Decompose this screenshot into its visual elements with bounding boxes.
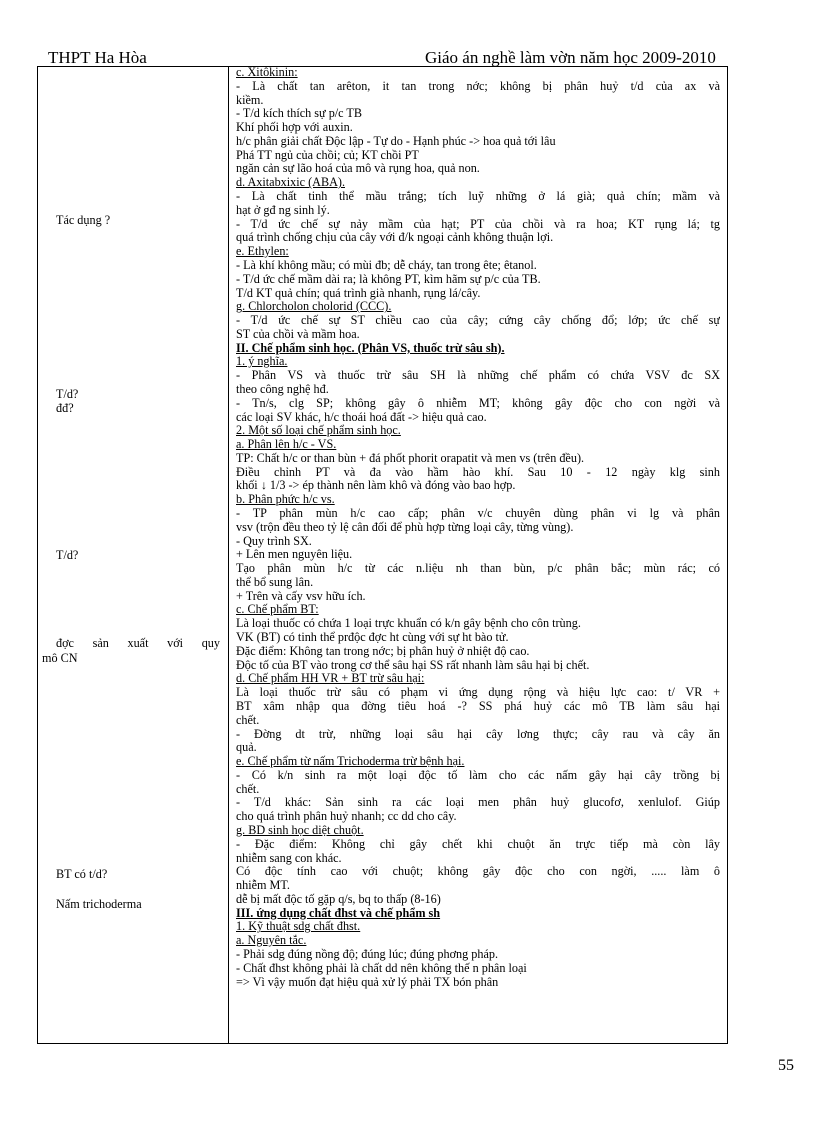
text-line: - T/d ức chế mầm dài ra; là không PT, kìm hãm sự p/c của TB. bbox=[236, 272, 541, 286]
text-line: 1. Kỹ thuật sdg chất đhst. bbox=[236, 920, 361, 934]
text-line: dễ bị mất độc tố gặp q/s, bq to thấp (8-16) bbox=[236, 892, 441, 906]
text-line: BT xâm nhập qua đờng tiêu hoá -? SS phá huỷ các mô TB làm sâu hại bbox=[236, 699, 720, 713]
text-line: chết. bbox=[236, 713, 260, 727]
text-line: c. Chế phẩm BT: bbox=[236, 603, 319, 617]
left-note-quy-mo-2: mô CN bbox=[42, 651, 78, 665]
left-note-tac-dung: Tác dụng ? bbox=[56, 213, 111, 227]
text-line: TP: Chất h/c or than bùn + đá phốt phorit orapatit và men vs (trên đều). bbox=[236, 451, 585, 465]
text-line: - Là khí không mầu; có mùi đb; dễ cháy, tan trong ête; êtanol. bbox=[236, 258, 537, 272]
header-title: Giáo án nghề làm vờn năm học 2009-2010 bbox=[425, 48, 716, 67]
text-line: Là loại thuốc có chứa 1 loại trực khuẩn có k/n gây bệnh cho côn trùng. bbox=[236, 617, 581, 631]
text-line: ngăn cản sự lão hoá của mô và rụng hoa, quả non. bbox=[236, 162, 480, 176]
text-line: vsv (trộn đều theo tỷ lệ cân đối để phù hợp từng loại cây, từng vùng). bbox=[236, 520, 574, 534]
text-line: 2. Một số loại chế phẩm sinh học. bbox=[236, 424, 401, 438]
text-line: + Trên và cấy vsv hữu ích. bbox=[236, 589, 366, 603]
text-line: thể bổ sung lân. bbox=[236, 575, 314, 589]
text-line: - T/d khác: Sản sinh ra các loại men phân huỷ glucofơ, xenlulof. Giúp bbox=[236, 796, 720, 810]
text-line: - Phải sdg đúng nồng độ; đúng lúc; đúng phơng pháp. bbox=[236, 948, 499, 961]
text-line: - Là chất tinh thể mầu trắng; tích luỹ những ở lá già; quả chín; mầm và bbox=[236, 190, 720, 204]
text-line: 1. ý nghĩa. bbox=[236, 355, 288, 369]
left-note-dd: đđ? bbox=[56, 401, 74, 415]
text-line: - T/d ức chế sự ST chiều cao của cây; cứng cây chống đổ; lớp; ức chế sự bbox=[236, 314, 720, 328]
text-line: - Đờng dt trừ, những loại sâu hại cây lơng thực; cây rau và cây ăn bbox=[236, 727, 720, 741]
text-line: Độc tố của BT vào trong cơ thể sâu hại SS rất nhanh làm sâu hại bị chết. bbox=[236, 658, 590, 672]
text-line: quả. bbox=[236, 741, 257, 755]
text-line: nhiễm sang con khác. bbox=[236, 851, 342, 865]
text-line: T/d KT quả chín; quá trình già nhanh, rụng lá/cây. bbox=[236, 286, 481, 300]
left-note-td-1: T/d? bbox=[56, 387, 79, 401]
text-line: VK (BT) có tinh thể prđộc đợc ht cùng với sự ht bào tử. bbox=[236, 631, 509, 645]
text-line: Đặc điểm: Không tan trong nớc; bị phân huỷ ở nhiệt độ cao. bbox=[236, 644, 530, 658]
text-line: theo công nghệ hđ. bbox=[236, 382, 329, 396]
left-note-trichoderma: Nấm trichoderma bbox=[56, 897, 142, 911]
text-line: khối ↓ 1/3 -> ép thành nên làm khô và đóng vào bao hợp. bbox=[236, 479, 516, 493]
text-line: g. Chlorcholon cholorid (CCC). bbox=[236, 300, 392, 314]
text-line: Điều chỉnh PT và đa vào hầm hào khí. Sau 10 - 12 ngày klg sinh bbox=[236, 465, 720, 479]
text-line: - Có k/n sinh ra một loại độc tố làm cho các nấm gây hại cây trồng bị bbox=[236, 768, 720, 782]
text-line: e. Chế phẩm từ nấm Trichoderma trừ bệnh hại. bbox=[236, 755, 465, 769]
text-line: a. Phân lên h/c - VS. bbox=[236, 438, 337, 452]
left-note-td-2: T/d? bbox=[56, 548, 79, 562]
text-line: hạt ở gđ ng sinh lý. bbox=[236, 203, 330, 217]
text-line: Khí phối hợp với auxin. bbox=[236, 121, 353, 135]
text-line: - Là chất tan arêton, it tan trong nớc; không bị phân huỷ t/d của ax và bbox=[236, 79, 720, 93]
text-line: Có độc tính cao với chuột; không gây độc cho con ngời, ..... làm ô bbox=[236, 865, 720, 879]
text-line: III. ứng dụng chất đhst và chế phẩm sh bbox=[236, 906, 441, 920]
text-line: Tạo phân mùn h/c từ các n.liệu nh than bùn, p/c phân bắc; mùn rác; có bbox=[236, 562, 720, 576]
text-line: cho quá trình phân huỷ nhanh; cc dd cho cây. bbox=[236, 810, 457, 824]
text-line: b. Phân phức h/c vs. bbox=[236, 493, 335, 507]
text-line: Phá TT ngủ của chồi; củ; KT chồi PT bbox=[236, 148, 419, 162]
text-line: - T/d ức chế sự nảy mầm của hạt; PT của chồi và ra hoa; KT rụng lá; tg bbox=[236, 217, 720, 231]
header-school: THPT Ha Hòa bbox=[48, 48, 147, 67]
text-line: a. Nguyên tắc. bbox=[236, 934, 307, 948]
text-line: nhiễm MT. bbox=[236, 879, 290, 893]
text-line: - Tn/s, clg SP; không gây ô nhiễm MT; không gây độc cho con ngời và bbox=[236, 396, 720, 410]
text-line: - Phân VS và thuốc trừ sâu SH là những chế phẩm có chứa VSV đc SX bbox=[236, 369, 720, 383]
text-line: e. Ethylen: bbox=[236, 245, 289, 259]
column-divider bbox=[228, 66, 229, 1044]
left-note-bt: BT có t/d? bbox=[56, 867, 108, 881]
text-line: + Lên men nguyên liệu. bbox=[236, 548, 353, 562]
text-line: - TP phân mùn h/c cao cấp; phân v/c chuyên dùng phân vi lg và phân bbox=[236, 507, 720, 520]
text-line: các loại SV khác, h/c thoái hoá đất -> hiệu quả cao. bbox=[236, 410, 487, 424]
left-note-quy-mo-1: đợc sản xuất với quy bbox=[56, 636, 220, 650]
text-line: chết. bbox=[236, 782, 260, 796]
text-line: => Vì vậy muốn đạt hiệu quả xử lý phải TX bón phân bbox=[236, 975, 499, 989]
text-line: - Đặc điểm: Không chỉ gây chết khi chuột ăn trực tiếp mà còn lây bbox=[236, 837, 720, 851]
content-column bbox=[236, 66, 720, 1044]
text-line: d. Chế phẩm HH VR + BT trừ sâu hại: bbox=[236, 672, 425, 686]
text-line: ST của chồi và mầm hoa. bbox=[236, 327, 360, 341]
text-line: quá trình chống chịu của cây với đ/k ngoại cảnh không thuận lợi. bbox=[236, 231, 554, 245]
text-line: h/c phân giải chất Độc lập - Tự do - Hạnh phúc -> hoa quả tới lâu bbox=[236, 134, 556, 148]
text-line: - Chất đhst không phải là chất dd nên không thế n phân loại bbox=[236, 961, 527, 975]
text-line: Là loại thuốc trừ sâu có phạm vi ứng dụng rộng và hiệu lực cao: t/ VR + bbox=[236, 686, 720, 700]
page-number: 55 bbox=[778, 1057, 794, 1074]
text-line: II. Chế phẩm sinh học. (Phân VS, thuốc trừ sâu sh). bbox=[236, 341, 505, 355]
text-line: c. Xitôkinin: bbox=[236, 66, 298, 79]
text-line: g. BD sinh học diệt chuột. bbox=[236, 823, 364, 837]
text-line: - T/d kích thích sự p/c TB bbox=[236, 107, 362, 121]
text-line: d. Axitabxixic (ABA). bbox=[236, 176, 345, 190]
text-line: kiềm. bbox=[236, 93, 264, 107]
text-line: - Quy trình SX. bbox=[236, 534, 312, 548]
